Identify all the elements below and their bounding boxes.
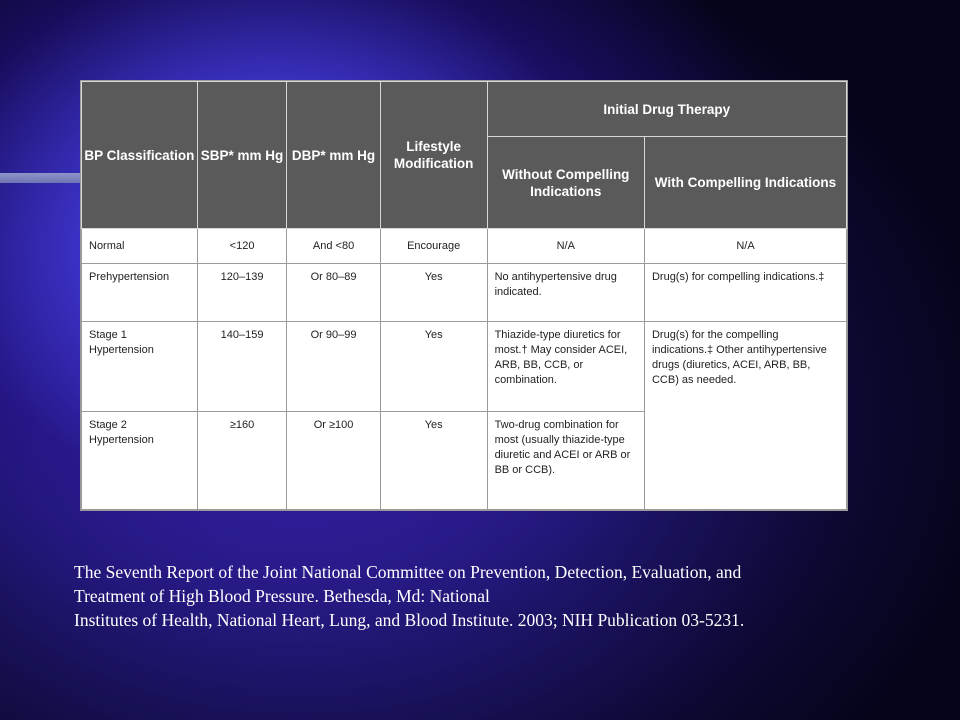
- header-without-compelling: Without Compelling Indications: [487, 137, 644, 229]
- cell-without: Thiazide-type diuretics for most.† May consider ACEI, ARB, BB, CCB, or combination.: [487, 322, 644, 412]
- header-initial-drug-therapy: Initial Drug Therapy: [487, 82, 846, 137]
- cell-lifestyle: Encourage: [380, 229, 487, 264]
- header-dbp: DBP* mm Hg: [287, 82, 380, 229]
- cell-classification: Stage 2 Hypertension: [82, 412, 198, 510]
- cell-dbp: Or 90–99: [287, 322, 380, 412]
- table-row: [82, 264, 847, 322]
- cell-without: N/A: [487, 229, 644, 264]
- cell-sbp: <120: [197, 229, 287, 264]
- table-row: [82, 322, 847, 412]
- cell-classification: Prehypertension: [82, 264, 198, 322]
- cell-lifestyle: Yes: [380, 412, 487, 510]
- cell-lifestyle: Yes: [380, 264, 487, 322]
- jnc7-table: [81, 81, 847, 510]
- table-row: [82, 229, 847, 264]
- citation-line-2: Treatment of High Blood Pressure. Bethesda, Md: National: [74, 586, 490, 606]
- citation-line-3: Institutes of Health, National Heart, Lung, and Blood Institute. 2003; NIH Publication 03-5231.: [74, 610, 745, 630]
- bp-classification-table: [80, 80, 848, 511]
- accent-bar: [0, 173, 82, 183]
- header-lifestyle: Lifestyle Modification: [380, 82, 487, 229]
- header-bp-classification: BP Classification: [82, 82, 198, 229]
- citation-line-1: The Seventh Report of the Joint National Committee on Prevention, Detection, Evaluation, and: [74, 562, 742, 582]
- cell-with: N/A: [644, 229, 846, 264]
- cell-sbp: 120–139: [197, 264, 287, 322]
- cell-dbp: Or 80–89: [287, 264, 380, 322]
- citation: [74, 560, 934, 632]
- cell-with: Drug(s) for compelling indications.‡: [644, 264, 846, 322]
- cell-without: Two-drug combination for most (usually thiazide-type diuretic and ACEI or ARB or BB or CCB).: [487, 412, 644, 510]
- cell-dbp: And <80: [287, 229, 380, 264]
- cell-classification: Normal: [82, 229, 198, 264]
- cell-classification: Stage 1 Hypertension: [82, 322, 198, 412]
- cell-sbp: ≥160: [197, 412, 287, 510]
- cell-lifestyle: Yes: [380, 322, 487, 412]
- cell-dbp: Or ≥100: [287, 412, 380, 510]
- header-sbp: SBP* mm Hg: [197, 82, 287, 229]
- header-with-compelling: With Compelling Indications: [644, 137, 846, 229]
- cell-with: Drug(s) for the compelling indications.‡ Other antihypertensive drugs (diuretics, ACEI, ARB, BB, CCB) as needed.: [644, 322, 846, 510]
- cell-without: No antihypertensive drug indicated.: [487, 264, 644, 322]
- cell-sbp: 140–159: [197, 322, 287, 412]
